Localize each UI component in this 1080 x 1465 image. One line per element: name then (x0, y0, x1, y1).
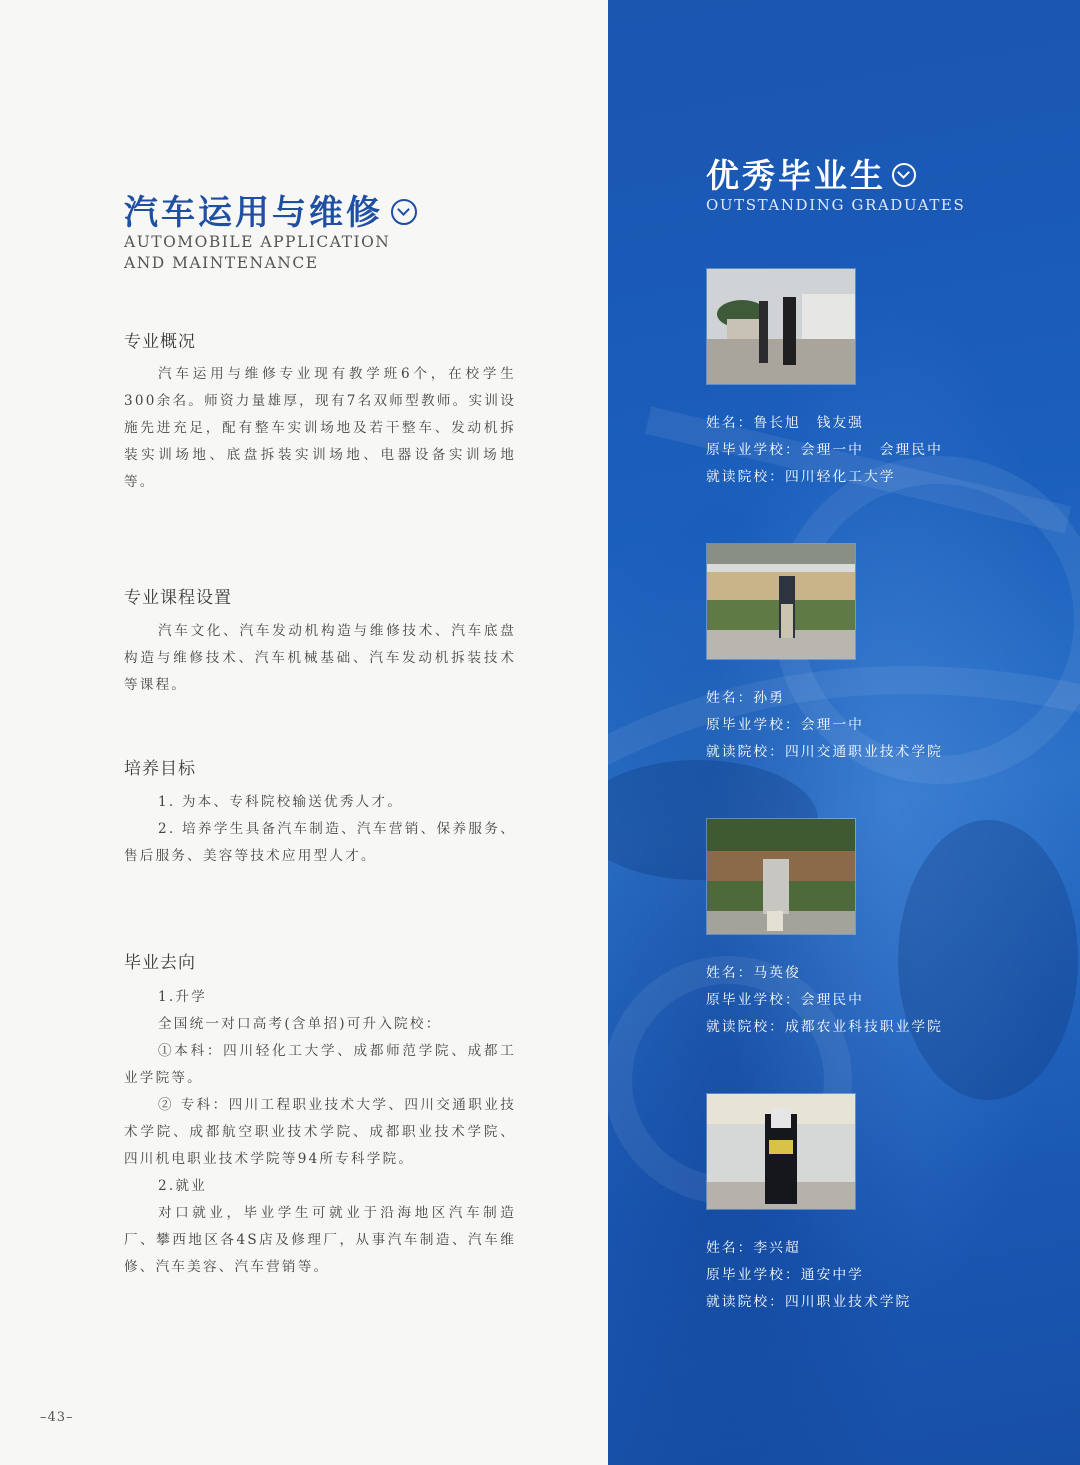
graduate-card (706, 543, 1066, 766)
page-number: –43– (40, 1410, 74, 1425)
graduate-name: 姓名：李兴超 (706, 1240, 801, 1256)
graduate-photo (706, 543, 856, 660)
chevron-down-circle-icon (892, 163, 916, 187)
title-en-line-2: AND MAINTENANCE (124, 254, 319, 272)
overview-text: 汽车运用与维修专业现有教学班6个，在校学生300余名。师资力量雄厚，现有7名双师型教师。实训设施先进充足，配有整车实训场地及若干整车、发动机拆装实训场地、底盘拆装实训场地、电器设备实训场地等。 (124, 366, 516, 490)
graduate-former-school: 原毕业学校：会理民中 (706, 992, 864, 1008)
courses-heading: 专业课程设置 (124, 588, 232, 608)
graduate-info (706, 960, 1066, 1041)
graduate-name: 姓名：马英俊 (706, 965, 801, 981)
graduate-name: 姓名：鲁长旭 钱友强 (706, 415, 864, 431)
graduate-info (706, 410, 1066, 491)
graduates-title-text: 优秀毕业生 (706, 156, 886, 195)
graduate-card (706, 1093, 1066, 1316)
destination-line-3: ①本科：四川轻化工大学、成都师范学院、成都工业学院等。 (124, 1043, 516, 1086)
destination-heading: 毕业去向 (124, 953, 196, 973)
destination-line-4: ② 专科：四川工程职业技术大学、四川交通职业技术学院、成都航空职业技术学院、成都职业技术学院、四川机电职业技术学院等94所专科学院。 (124, 1097, 516, 1167)
destination-line-2: 全国统一对口高考(含单招)可升入院校： (158, 1016, 442, 1032)
destination-line-6: 对口就业，毕业学生可就业于沿海地区汽车制造厂、攀西地区各4S店及修理厂，从事汽车制造、汽车维修、汽车美容、汽车营销等。 (124, 1205, 516, 1275)
right-panel (608, 0, 1080, 1465)
destination-line-5: 2.就业 (158, 1178, 207, 1194)
graduate-college: 就读院校：四川职业技术学院 (706, 1294, 912, 1310)
courses-paragraph (124, 618, 516, 699)
graduate-former-school: 原毕业学校：通安中学 (706, 1267, 864, 1283)
goals-line-1: 1. 为本、专科院校输送优秀人才。 (158, 794, 404, 810)
graduate-photo (706, 268, 856, 385)
goals-line-2: 2. 培养学生具备汽车制造、汽车营销、保养服务、售后服务、美容等技术应用型人才。 (124, 821, 516, 864)
graduate-photo (706, 1093, 856, 1210)
overview-paragraph (124, 361, 516, 496)
graduate-college: 就读院校：成都农业科技职业学院 (706, 1019, 943, 1035)
graduate-card (706, 818, 1066, 1041)
graduate-info (706, 685, 1066, 766)
goals-heading: 培养目标 (124, 759, 196, 779)
destination-paragraph (124, 984, 516, 1281)
graduate-former-school: 原毕业学校：会理一中 会理民中 (706, 442, 943, 458)
section-title (124, 185, 417, 234)
section-title-english (124, 232, 390, 274)
overview-heading: 专业概况 (124, 332, 196, 352)
courses-text: 汽车文化、汽车发动机构造与维修技术、汽车底盘构造与维修技术、汽车机械基础、汽车发动机拆装技术等课程。 (124, 623, 516, 693)
graduate-college: 就读院校：四川轻化工大学 (706, 469, 896, 485)
graduate-name: 姓名：孙勇 (706, 690, 785, 706)
section-title-text: 汽车运用与维修 (124, 193, 383, 233)
graduate-card (706, 268, 1066, 491)
graduate-former-school: 原毕业学校：会理一中 (706, 717, 864, 733)
chevron-down-circle-icon (391, 199, 417, 225)
destination-line-1: 1.升学 (158, 989, 207, 1005)
title-en-line-1: AUTOMOBILE APPLICATION (124, 233, 391, 251)
graduates-title (706, 150, 916, 197)
goals-paragraph (124, 789, 516, 870)
graduate-photo (706, 818, 856, 935)
graduate-college: 就读院校：四川交通职业技术学院 (706, 744, 943, 760)
graduate-info (706, 1235, 1066, 1316)
graduates-title-english: OUTSTANDING GRADUATES (706, 196, 966, 214)
